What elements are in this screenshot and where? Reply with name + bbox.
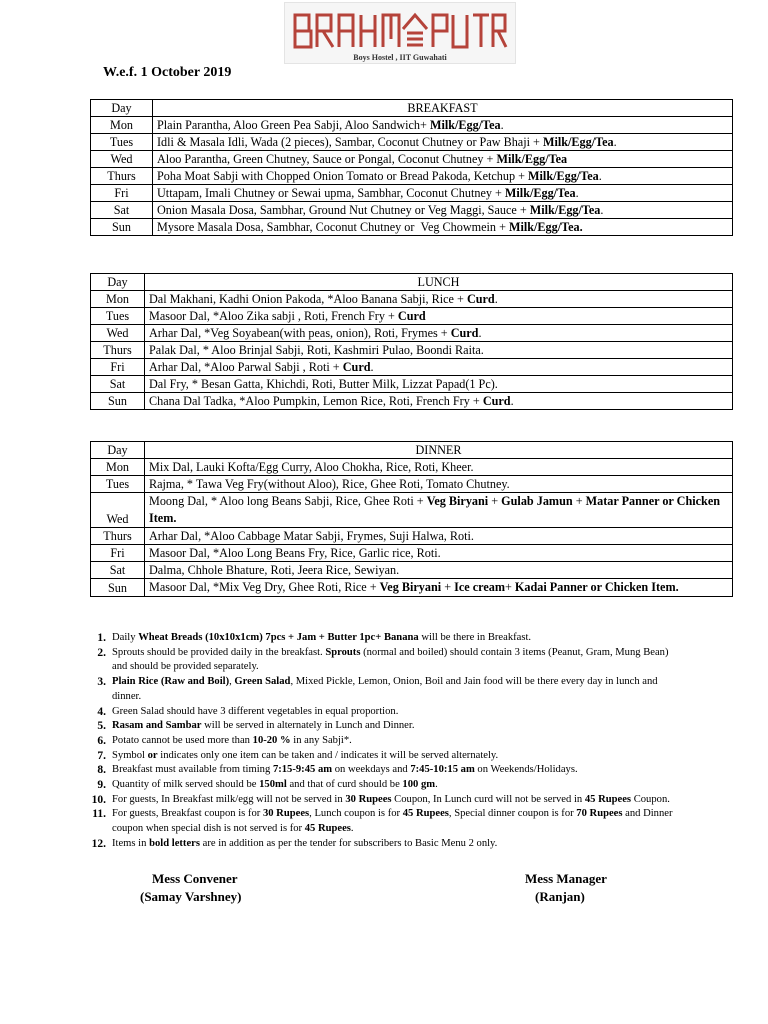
note-text: Breakfast must available from timing 7:15-9:45 am on weekdays and 7:45-10:15 am on Weekends/Holidays. <box>112 764 578 776</box>
note-item <box>84 631 684 646</box>
menu-cell: Plain Parantha, Aloo Green Pea Sabji, Aloo Sandwich+ Milk/Egg/Tea. <box>153 117 733 134</box>
logo-subtitle: Boys Hostel , IIT Guwahati <box>353 53 447 62</box>
day-cell: Tues <box>91 476 145 493</box>
menu-cell: Idli & Masala Idli, Wada (2 pieces), Sambar, Coconut Chutney or Paw Bhaji + Milk/Egg/Tea. <box>153 134 733 151</box>
table-row <box>91 359 733 376</box>
table-row <box>91 202 733 219</box>
menu-cell: Palak Dal, * Aloo Brinjal Sabji, Roti, Kashmiri Pulao, Boondi Raita. <box>145 342 733 359</box>
table-row <box>91 291 733 308</box>
day-cell: Thurs <box>91 342 145 359</box>
day-cell: Sun <box>91 219 153 236</box>
menu-cell: Uttapam, Imali Chutney or Sewai upma, Sambhar, Coconut Chutney + Milk/Egg/Tea. <box>153 185 733 202</box>
table-row <box>91 308 733 325</box>
note-item <box>84 705 684 720</box>
day-cell: Fri <box>91 545 145 562</box>
day-cell: Fri <box>91 185 153 202</box>
menu-cell: Dal Fry, * Besan Gatta, Khichdi, Roti, Butter Milk, Lizzat Papad(1 Pc). <box>145 376 733 393</box>
note-number: 12. <box>91 837 106 850</box>
day-header: Day <box>91 274 145 291</box>
note-item <box>84 807 684 836</box>
menu-cell: Rajma, * Tawa Veg Fry(without Aloo), Rice, Ghee Roti, Tomato Chutney. <box>145 476 733 493</box>
note-item <box>84 719 684 734</box>
dinner-header-row <box>91 442 733 459</box>
menu-cell: Moong Dal, * Aloo long Beans Sabji, Rice, Ghee Roti + Veg Biryani + Gulab Jamun + Matar Panner or Chicken Item. <box>145 493 733 528</box>
menu-cell: Mix Dal, Lauki Kofta/Egg Curry, Aloo Chokha, Rice, Roti, Kheer. <box>145 459 733 476</box>
menu-cell: Dalma, Chhole Bhature, Roti, Jeera Rice, Sewiyan. <box>145 562 733 579</box>
note-text: Symbol or indicates only one item can be taken and / indicates it will be served alternately. <box>112 749 499 761</box>
note-text: Sprouts should be provided daily in the breakfast. Sprouts (normal and boiled) should contain 3 items (Peanut, Gram, Mung Bean) and should be provided separately. <box>112 646 669 673</box>
menu-cell: Mysore Masala Dosa, Sambhar, Coconut Chutney or Veg Chowmein + Milk/Egg/Tea. <box>153 219 733 236</box>
menu-cell: Onion Masala Dosa, Sambhar, Ground Nut Chutney or Veg Maggi, Sauce + Milk/Egg/Tea. <box>153 202 733 219</box>
note-number: 4. <box>97 705 106 718</box>
dinner-table <box>90 441 733 597</box>
effective-date: W.e.f. 1 October 2019 <box>103 65 232 80</box>
day-cell: Thurs <box>91 168 153 185</box>
note-number: 5. <box>97 720 106 733</box>
day-cell: Tues <box>91 308 145 325</box>
day-cell: Tues <box>91 134 153 151</box>
table-row <box>91 528 733 545</box>
menu-cell: Aloo Parantha, Green Chutney, Sauce or Pongal, Coconut Chutney + Milk/Egg/Tea <box>153 151 733 168</box>
table-row <box>91 134 733 151</box>
breakfast-header-row <box>91 100 733 117</box>
note-item <box>84 646 684 675</box>
note-number: 2. <box>97 646 106 659</box>
note-item <box>84 675 684 704</box>
dinner-header: DINNER <box>145 442 733 459</box>
brahmaputra-wordmark <box>291 9 509 53</box>
note-item <box>84 749 684 764</box>
menu-cell: Masoor Dal, *Mix Veg Dry, Ghee Roti, Rice + Veg Biryani + Ice cream+ Kadai Panner or Chicken Item. <box>145 579 733 597</box>
menu-cell: Arhar Dal, *Aloo Parwal Sabji , Roti + Curd. <box>145 359 733 376</box>
day-cell: Sun <box>91 393 145 410</box>
lunch-table <box>90 273 733 410</box>
note-item <box>84 734 684 749</box>
convener-title: Mess Convener <box>152 871 238 886</box>
day-cell: Wed <box>91 151 153 168</box>
day-cell: Sun <box>91 579 145 597</box>
convener-name: (Samay Varshney) <box>140 889 242 904</box>
table-row <box>91 476 733 493</box>
table-row <box>91 393 733 410</box>
note-text: Plain Rice (Raw and Boil), Green Salad, Mixed Pickle, Lemon, Onion, Boil and Jain food will be there every day in lunch and dinner. <box>112 676 658 702</box>
notes-list <box>84 631 684 852</box>
note-item <box>84 778 684 793</box>
hostel-logo <box>284 2 516 64</box>
note-text: For guests, In Breakfast milk/egg will not be served in 30 Rupees Coupon, In Lunch curd will not be served in 45 Rupees Coupon. <box>112 793 670 805</box>
day-cell: Sat <box>91 202 153 219</box>
table-row <box>91 459 733 476</box>
note-item <box>84 763 684 778</box>
table-row <box>91 579 733 597</box>
note-number: 8. <box>97 764 106 777</box>
menu-cell: Dal Makhani, Kadhi Onion Pakoda, *Aloo Banana Sabji, Rice + Curd. <box>145 291 733 308</box>
note-text: Green Salad should have 3 different vegetables in equal proportion. <box>112 705 399 717</box>
note-number: 1. <box>97 632 106 644</box>
menu-cell: Masoor Dal, *Aloo Zika sabji , Roti, French Fry + Curd <box>145 308 733 325</box>
day-cell: Mon <box>91 291 145 308</box>
note-number: 3. <box>97 676 106 689</box>
note-text: Rasam and Sambar will be served in alternately in Lunch and Dinner. <box>112 720 415 732</box>
table-row <box>91 168 733 185</box>
day-cell: Wed <box>91 325 145 342</box>
day-cell: Wed <box>91 493 145 528</box>
day-cell: Sat <box>91 562 145 579</box>
day-cell: Mon <box>91 459 145 476</box>
table-row <box>91 185 733 202</box>
table-row <box>91 151 733 168</box>
day-header: Day <box>91 442 145 459</box>
table-row <box>91 219 733 236</box>
table-row <box>91 545 733 562</box>
note-text: Quantity of milk served should be 150ml and that of curd should be 100 gm. <box>112 779 438 791</box>
note-number: 11. <box>92 808 106 821</box>
note-number: 10. <box>91 793 106 806</box>
note-text: Potato cannot be used more than 10-20 % in any Sabji*. <box>112 734 352 746</box>
day-cell: Mon <box>91 117 153 134</box>
day-cell: Thurs <box>91 528 145 545</box>
lunch-header-row <box>91 274 733 291</box>
day-cell: Fri <box>91 359 145 376</box>
table-row <box>91 493 733 528</box>
table-row <box>91 376 733 393</box>
day-cell: Sat <box>91 376 145 393</box>
menu-cell: Masoor Dal, *Aloo Long Beans Fry, Rice, Garlic rice, Roti. <box>145 545 733 562</box>
table-row <box>91 562 733 579</box>
note-text: Items in bold letters are in addition as per the tender for subscribers to Basic Menu 2 only. <box>112 837 498 849</box>
day-header: Day <box>91 100 153 117</box>
manager-title: Mess Manager <box>525 871 607 886</box>
menu-cell: Chana Dal Tadka, *Aloo Pumpkin, Lemon Rice, Roti, French Fry + Curd. <box>145 393 733 410</box>
note-text: Daily Wheat Breads (10x10x1cm) 7pcs + Jam + Butter 1pc+ Banana will be there in Breakfast. <box>112 632 532 643</box>
note-item <box>84 793 684 808</box>
menu-cell: Arhar Dal, *Aloo Cabbage Matar Sabji, Frymes, Suji Halwa, Roti. <box>145 528 733 545</box>
table-row <box>91 117 733 134</box>
note-number: 7. <box>97 749 106 762</box>
menu-cell: Poha Moat Sabji with Chopped Onion Tomato or Bread Pakoda, Ketchup + Milk/Egg/Tea. <box>153 168 733 185</box>
lunch-header: LUNCH <box>145 274 733 291</box>
note-item <box>84 837 684 852</box>
table-row <box>91 325 733 342</box>
manager-name: (Ranjan) <box>535 889 585 904</box>
note-text: For guests, Breakfast coupon is for 30 Rupees, Lunch coupon is for 45 Rupees, Special dinner coupon is for 70 Rupees and Dinner coupon when special dish is not served is for 45 Rupees. <box>112 808 673 835</box>
menu-cell: Arhar Dal, *Veg Soyabean(with peas, onion), Roti, Frymes + Curd. <box>145 325 733 342</box>
note-number: 9. <box>97 779 106 792</box>
breakfast-header: BREAKFAST <box>153 100 733 117</box>
table-row <box>91 342 733 359</box>
note-number: 6. <box>97 734 106 747</box>
breakfast-table <box>90 99 733 236</box>
